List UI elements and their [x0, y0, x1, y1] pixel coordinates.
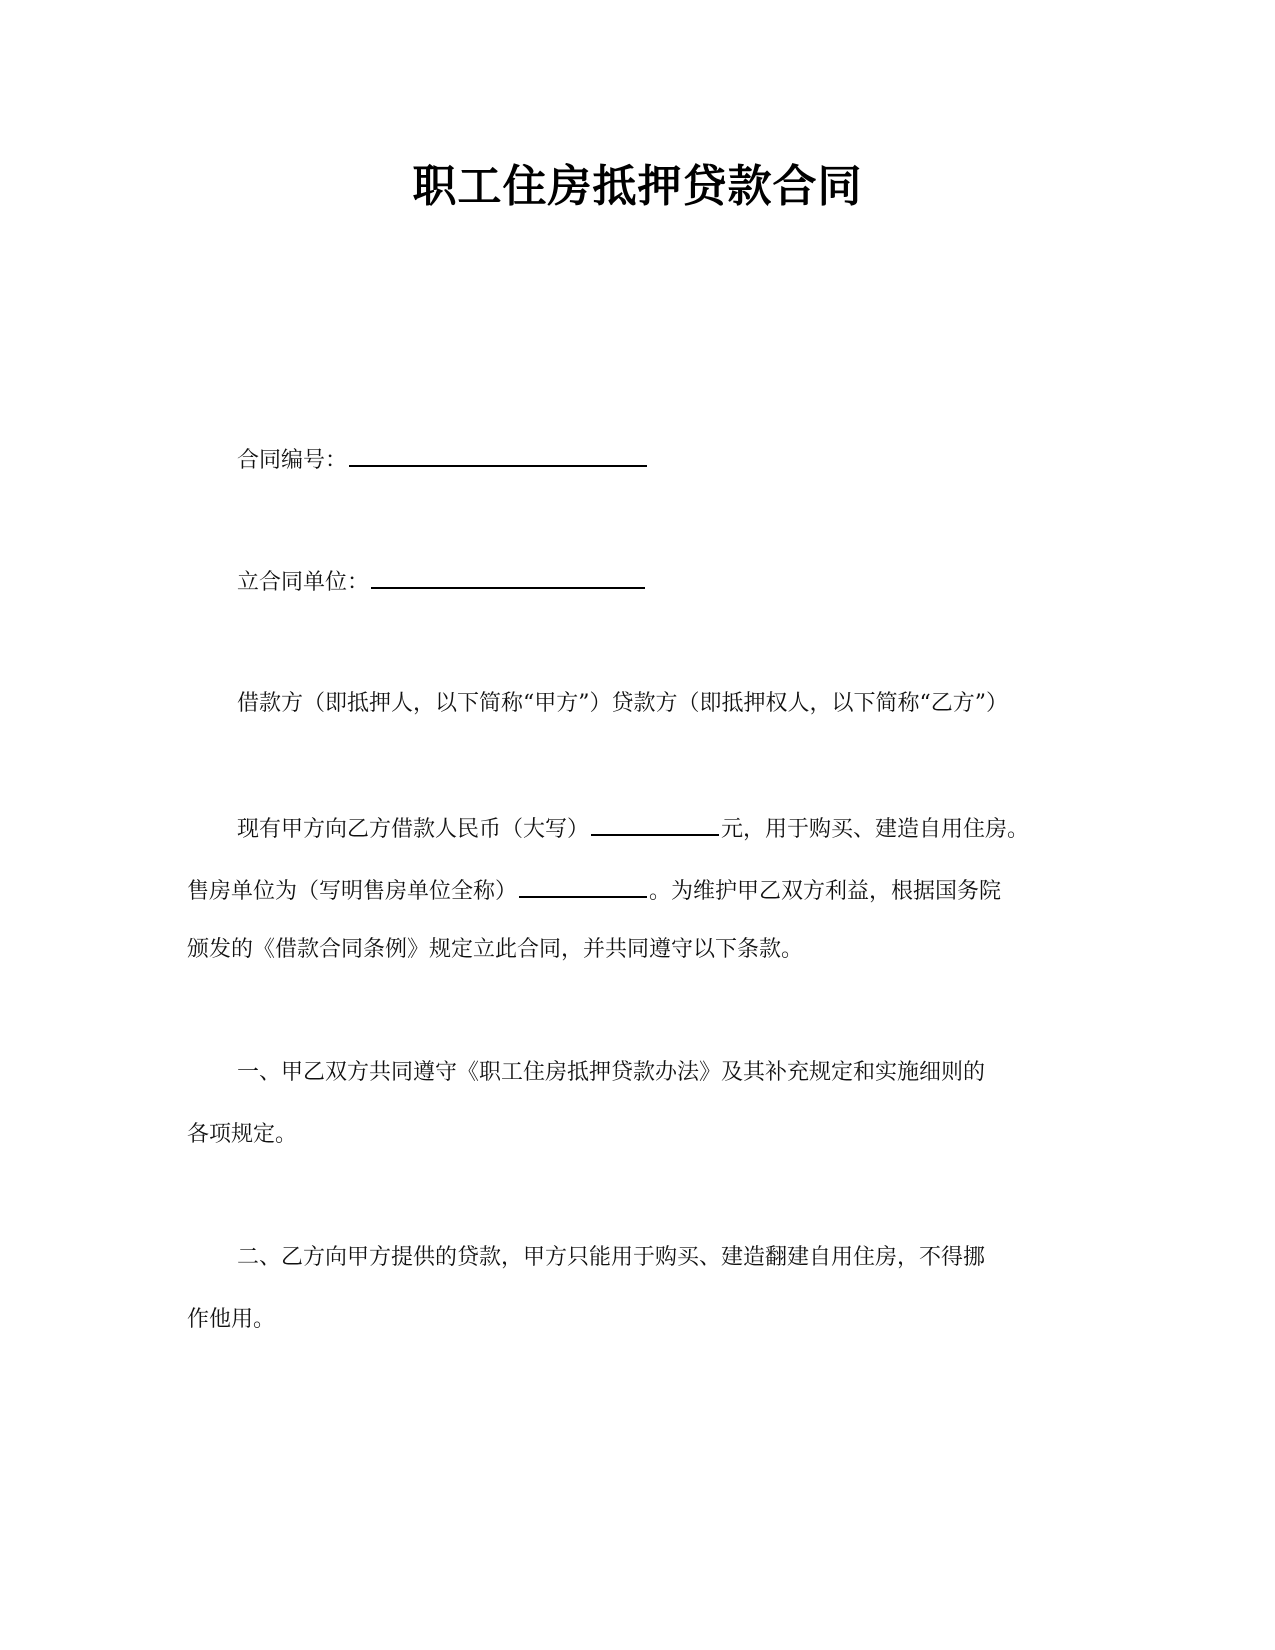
contract-number-label: 合同编号：	[237, 448, 348, 473]
intro-line-1-end: 元，用于购买、建造自用住房。	[721, 817, 1030, 842]
contract-number-blank[interactable]	[349, 443, 647, 467]
parties-line: 借款方（即抵押人，以下简称“甲方”）贷款方（即抵押权人，以下简称“乙方”）	[237, 691, 1008, 716]
intro-line-2-end: 。为维护甲乙双方利益，根据国务院	[649, 879, 1002, 904]
clause-2-line-2: 作他用。	[187, 1307, 276, 1332]
contracting-unit-blank[interactable]	[371, 565, 645, 589]
intro-line-1	[237, 812, 1029, 845]
clause-1-line-2: 各项规定。	[187, 1122, 298, 1147]
intro-line-1-start: 现有甲方向乙方借款人民币（大写）	[237, 817, 590, 842]
document-title: 职工住房抵押贷款合同	[412, 161, 863, 212]
contracting-unit-line	[237, 565, 647, 598]
clause-2-line-1: 二、乙方向甲方提供的贷款，甲方只能用于购买、建造翻建自用住房，不得挪	[237, 1245, 986, 1270]
intro-line-2-start: 售房单位为（写明售房单位全称）	[187, 879, 518, 904]
intro-line-3: 颁发的《借款合同条例》规定立此合同，并共同遵守以下条款。	[187, 937, 804, 962]
clause-1-line-1: 一、甲乙双方共同遵守《职工住房抵押贷款办法》及其补充规定和实施细则的	[237, 1060, 986, 1085]
contracting-unit-label: 立合同单位：	[237, 570, 370, 595]
intro-line-2	[187, 874, 1001, 907]
seller-name-blank[interactable]	[519, 874, 647, 898]
loan-amount-blank[interactable]	[591, 812, 719, 836]
contract-number-line	[237, 443, 649, 476]
